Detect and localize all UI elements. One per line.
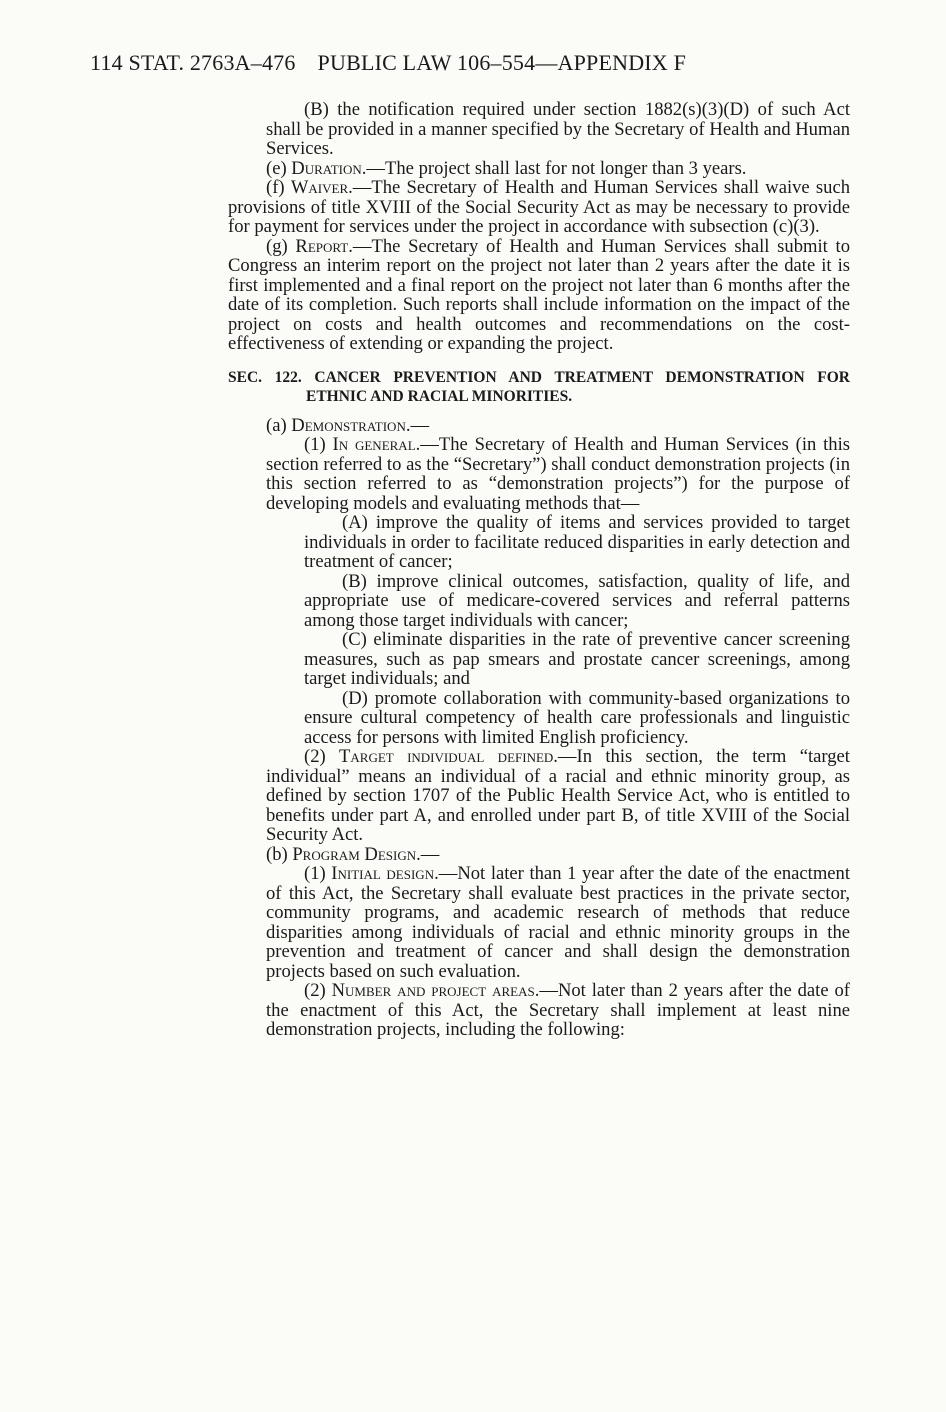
subsection-a [228, 416, 850, 436]
subsection-g-text: .—The Secretary of Health and Human Services shall submit to Congress an interim report on the project not later than 2 years after the date it is first implemented and a final report on the project not later than 6 months after the date of its completion. Such reports shall include information on the impact of the project on costs and health outcomes and recommendations on the cost-effectiveness of extending or expanding the project. [228, 235, 850, 354]
clause-d: (D) promote collaboration with community-based organizations to ensure cultural competency of health care professionals and linguistic access for persons with limited English proficiency. [304, 687, 850, 748]
subsection-e-text: .—The project shall last for not longer than 3 years. [361, 157, 747, 179]
clause-a: (A) improve the quality of items and services provided to target individuals in order to facilitate reduced disparities in early detection and treatment of cancer; [304, 512, 850, 572]
clause-c: (C) eliminate disparities in the rate of preventive cancer screening measures, such as pap smears and prostate cancer screenings, among target individuals; and [304, 629, 850, 689]
paragraph-b2-text: .—Not later than 2 years after the date of the enactment of this Act, the Secretary shall implement at least nine demonstration projects, including the following: [266, 980, 850, 1040]
paragraph-b1 [228, 864, 850, 981]
clause-b: (B) improve clinical outcomes, satisfaction, quality of life, and appropriate use of medicare-covered services and referral patterns among those target individuals with cancer; [304, 570, 850, 631]
subsection-f-lead: (f) [266, 177, 291, 198]
subsection-b [228, 845, 850, 865]
document-body [228, 100, 850, 1040]
paragraph-b2-heading: Number and project areas [331, 980, 535, 1001]
subsection-f [228, 178, 850, 237]
subsection-g [228, 237, 850, 354]
paragraph-b1-heading: Initial design [331, 863, 435, 884]
paragraph-b1-text: .—Not later than 1 year after the date of the enactment of this Act, the Secretary shall evaluate best practices in the private sector, community programs, and academic research of methods that reduce disparities among individuals of racial and ethnic minority groups in the prevention and treatment of cancer and shall design the demonstration projects based on such evaluation. [266, 863, 850, 982]
subsection-b-lead: (b) [266, 843, 293, 865]
subsection-f-heading: Waiver [290, 177, 349, 198]
paragraph-b: (B) the notification required under section 1882(s)(3)(D) of such Act shall be provided in a manner specified by the Secretary of Health and Human Services. [266, 99, 850, 159]
section-heading: SEC. 122. CANCER PREVENTION AND TREATMENT DEMONSTRATION FOR ETHNIC AND RACIAL MINORITIES. [228, 368, 850, 405]
subsection-a-lead: (a) [266, 414, 292, 436]
subsection-e-lead: (e) [266, 157, 292, 179]
paragraph-a2 [228, 747, 850, 845]
paragraph-b2-lead: (2) [304, 980, 332, 1001]
subsection-e [228, 159, 850, 179]
paragraph-a2-heading: Target individual defined [339, 746, 554, 767]
paragraph-a2-lead: (2) [304, 746, 340, 767]
paragraph-a1 [228, 435, 850, 513]
subsection-g-heading: Report [295, 235, 349, 257]
subsection-b-heading: Program Design [292, 843, 417, 865]
header-title: PUBLIC LAW 106–554—APPENDIX F [317, 50, 687, 75]
paragraph-b2 [228, 981, 850, 1040]
running-header [90, 50, 686, 76]
subsection-f-text: .—The Secretary of Health and Human Services shall waive such provisions of title XVIII of the Social Security Act as may be necessary to provide for payment for services under the project in accordance with subsection (c)(3). [228, 177, 851, 237]
paragraph-a2-text: .—In this section, the term “target individual” means an individual of a racial and ethnic minority group, as defined by section 1707 of the Public Health Service Act, who is entitled to benefits under part A, and enrolled under part B, of title XVIII of the Social Security Act. [266, 746, 850, 845]
paragraph-a1-lead: (1) [304, 434, 333, 455]
subsection-a-heading: Demonstration [291, 414, 406, 436]
paragraph-b1-lead: (1) [304, 863, 332, 884]
subsection-g-lead: (g) [266, 235, 296, 257]
paragraph-a1-text: .—The Secretary of Health and Human Services (in this section referred to as the “Secretary”) shall conduct demonstration projects (in this section referred to as “demonstration projects”) for the purpose of developing models and evaluating methods that— [266, 434, 850, 514]
subsection-b-text: .— [416, 843, 440, 865]
paragraph-a1-heading: In general [332, 434, 416, 455]
subsection-e-heading: Duration [291, 157, 362, 179]
subsection-a-text: .— [405, 414, 430, 436]
header-citation: 114 STAT. 2763A–476 [90, 50, 296, 75]
